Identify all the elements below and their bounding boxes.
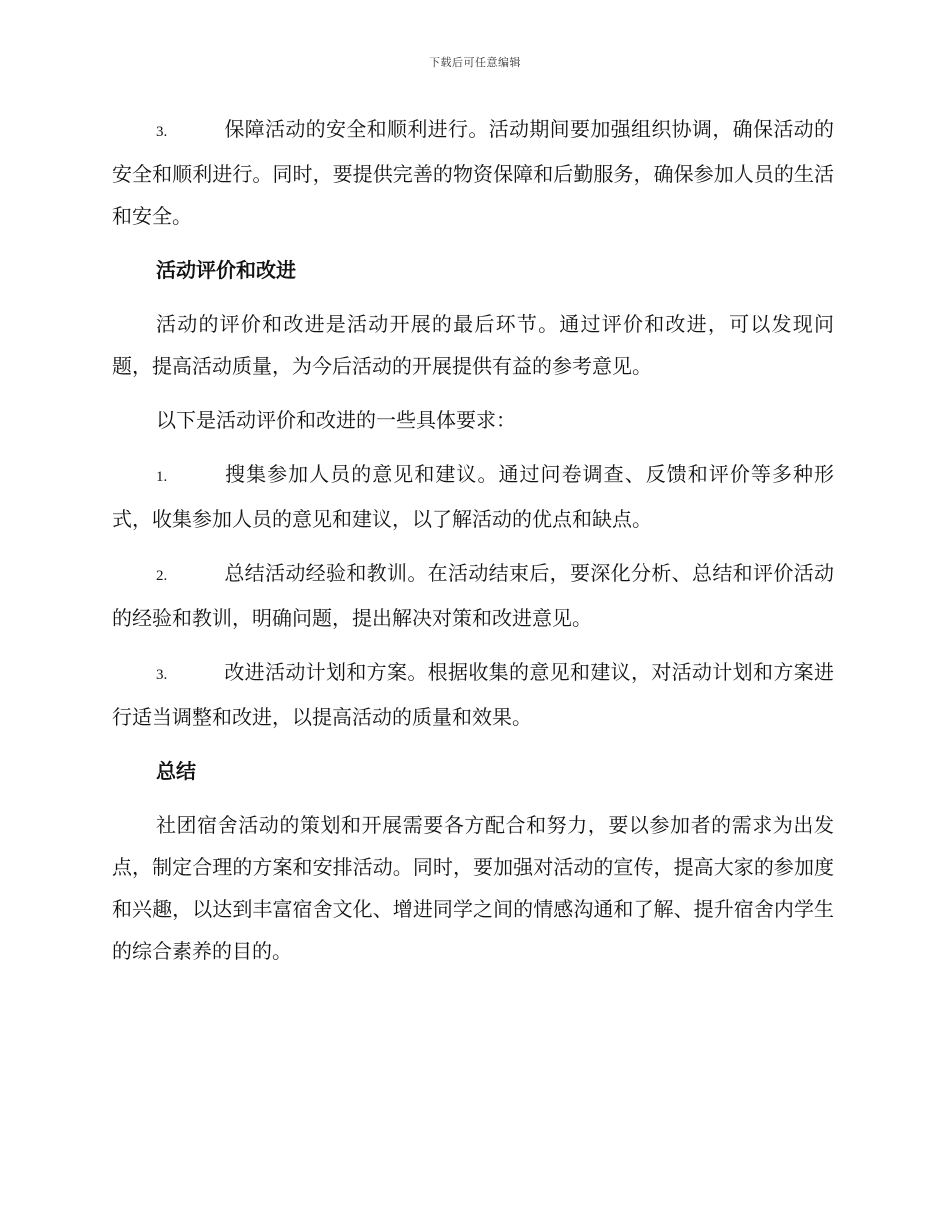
page-header: 下载后可任意编辑: [429, 56, 521, 69]
list-item: [112, 453, 834, 540]
list-number: 2.: [156, 568, 168, 584]
list-item-text: 保障活动的安全和顺利进行。活动期间要加强组织协调，确保活动的安全和顺利进行。同时，要提供完善的物资保障和后勤服务，确保参加人员的生活和安全。: [112, 117, 834, 228]
document-body: [112, 108, 834, 972]
section-heading-summary: 总结: [156, 759, 196, 783]
list-item-text: 搜集参加人员的意见和建议。通过问卷调查、反馈和评价等多种形式，收集参加人员的意见和建议，以了解活动的优点和缺点。: [112, 462, 834, 531]
list-number: 3.: [156, 124, 168, 140]
paragraph: 活动的评价和改进是活动开展的最后环节。通过评价和改进，可以发现问题，提高活动质量，为今后活动的开展提供有益的参考意见。: [112, 312, 834, 378]
list-item: [112, 552, 834, 639]
list-item: [112, 651, 834, 738]
list-item-text: 改进活动计划和方案。根据收集的意见和建议，对活动计划和方案进行适当调整和改进，以提高活动的质量和效果。: [112, 660, 834, 729]
section-heading-evaluation: 活动评价和改进: [156, 258, 296, 282]
list-item-text: 总结活动经验和教训。在活动结束后，要深化分析、总结和评价活动的经验和教训，明确问题，提出解决对策和改进意见。: [112, 561, 834, 630]
list-number: 3.: [156, 667, 168, 683]
list-number: 1.: [156, 469, 168, 485]
list-item: [112, 108, 834, 237]
paragraph: 社团宿舍活动的策划和开展需要各方配合和努力，要以参加者的需求为出发点，制定合理的方案和安排活动。同时，要加强对活动的宣传，提高大家的参加度和兴趣，以达到丰富宿舍文化、增进同学之间的情感沟通和了解、提升宿舍内学生的综合素养的目的。: [112, 813, 834, 963]
paragraph: 以下是活动评价和改进的一些具体要求：: [156, 408, 516, 432]
